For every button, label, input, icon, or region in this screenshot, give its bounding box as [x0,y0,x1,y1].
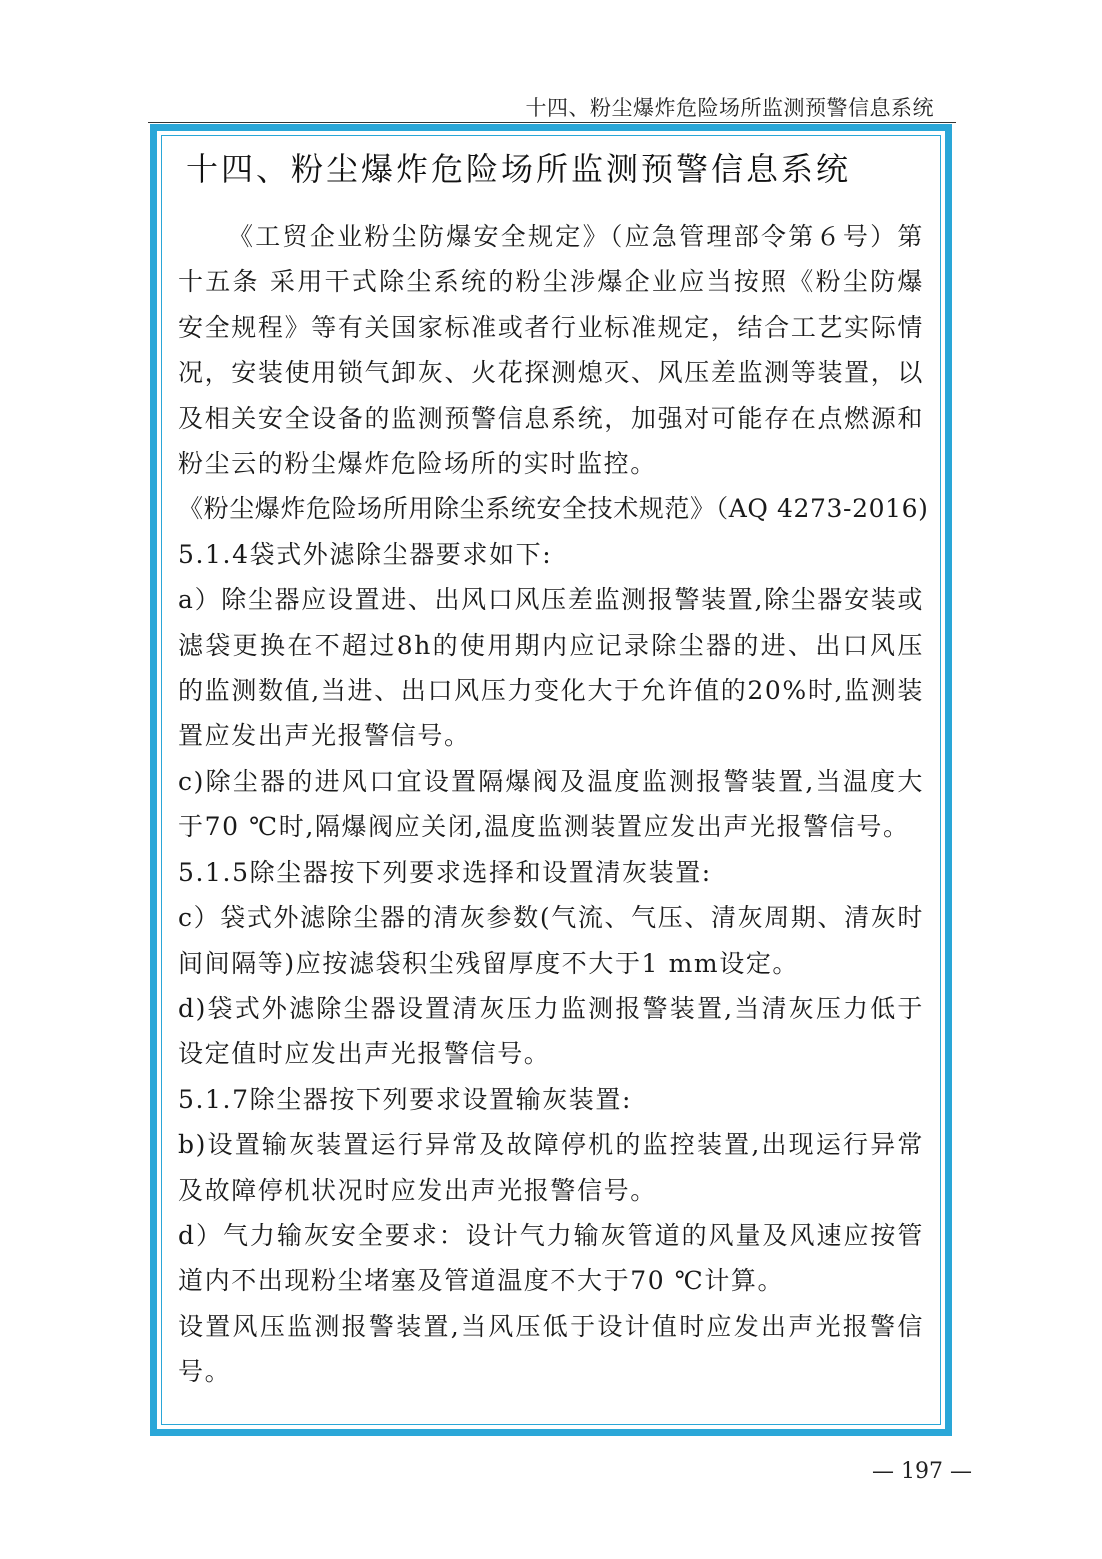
header-rule [148,122,956,123]
paragraph-clause-5-1-4-c: c)除尘器的进风口宜设置隔爆阀及温度监测报警装置,当温度大于70 ℃时,隔爆阀应关闭,温度监测装置应发出声光报警信号。 [178,766,924,842]
body-text [178,214,929,1395]
paragraph-clause-5-1-5: 5.1.5除尘器按下列要求选择和设置清灰装置: [178,857,712,887]
paragraph-clause-5-1-7-b: b)设置输灰装置运行异常及故障停机的监控装置,出现运行异常及故障停机状况时应发出声光报警信号。 [178,1130,924,1205]
page-content [178,140,929,1395]
paragraph-regulation-article: 《工贸企业粉尘防爆安全规定》（应急管理部令第６号）第十五条 采用干式除尘系统的粉尘涉爆企业应当按照《粉尘防爆安全规程》等有关国家标准或者行业标准规定，结合工艺实际情况，安装使用锁气卸灰、火花探测熄灭、风压差监测等装置，以及相关安全设备的监测预警信息系统，加强对可能存在点燃源和粉尘云的粉尘爆炸危险场所的实时监控。 [178,222,924,479]
paragraph-clause-5-1-7: 5.1.7除尘器按下列要求设置输灰装置: [178,1084,633,1114]
paragraph-clause-5-1-4: 5.1.4袋式外滤除尘器要求如下: [178,539,553,569]
paragraph-clause-5-1-5-d: d)袋式外滤除尘器设置清灰压力监测报警装置,当清灰压力低于设定值时应发出声光报警信号。 [178,993,924,1069]
running-header: 十四、粉尘爆炸危险场所监测预警信息系统 [525,96,934,120]
paragraph-clause-5-1-4-a: a）除尘器应设置进、出风口风压差监测报警装置,除尘器安装或滤袋更换在不超过8h的使用期内应记录除尘器的进、出口风压的监测数值,当进、出口风压力变化大于允许值的20%时,监测装置应发出声光报警信号。 [178,585,924,751]
paragraph-clause-5-1-7-d: d）气力输灰安全要求：设计气力输灰管道的风量及风速应按管道内不出现粉尘堵塞及管道温度不大于70 ℃计算。 [178,1220,924,1296]
section-title: 十四、粉尘爆炸危险场所监测预警信息系统 [186,150,852,188]
page-number: — 197 — [872,1459,972,1484]
paragraph-standard-title: 《粉尘爆炸危险场所用除尘系统安全技术规范》（AQ 4273-2016) [178,494,929,524]
paragraph-pressure-alarm: 设置风压监测报警装置,当风压低于设计值时应发出声光报警信号。 [178,1311,924,1387]
paragraph-clause-5-1-5-c: c）袋式外滤除尘器的清灰参数(气流、气压、清灰周期、清灰时间间隔等)应按滤袋积尘残留厚度不大于1 mm设定。 [178,903,924,978]
